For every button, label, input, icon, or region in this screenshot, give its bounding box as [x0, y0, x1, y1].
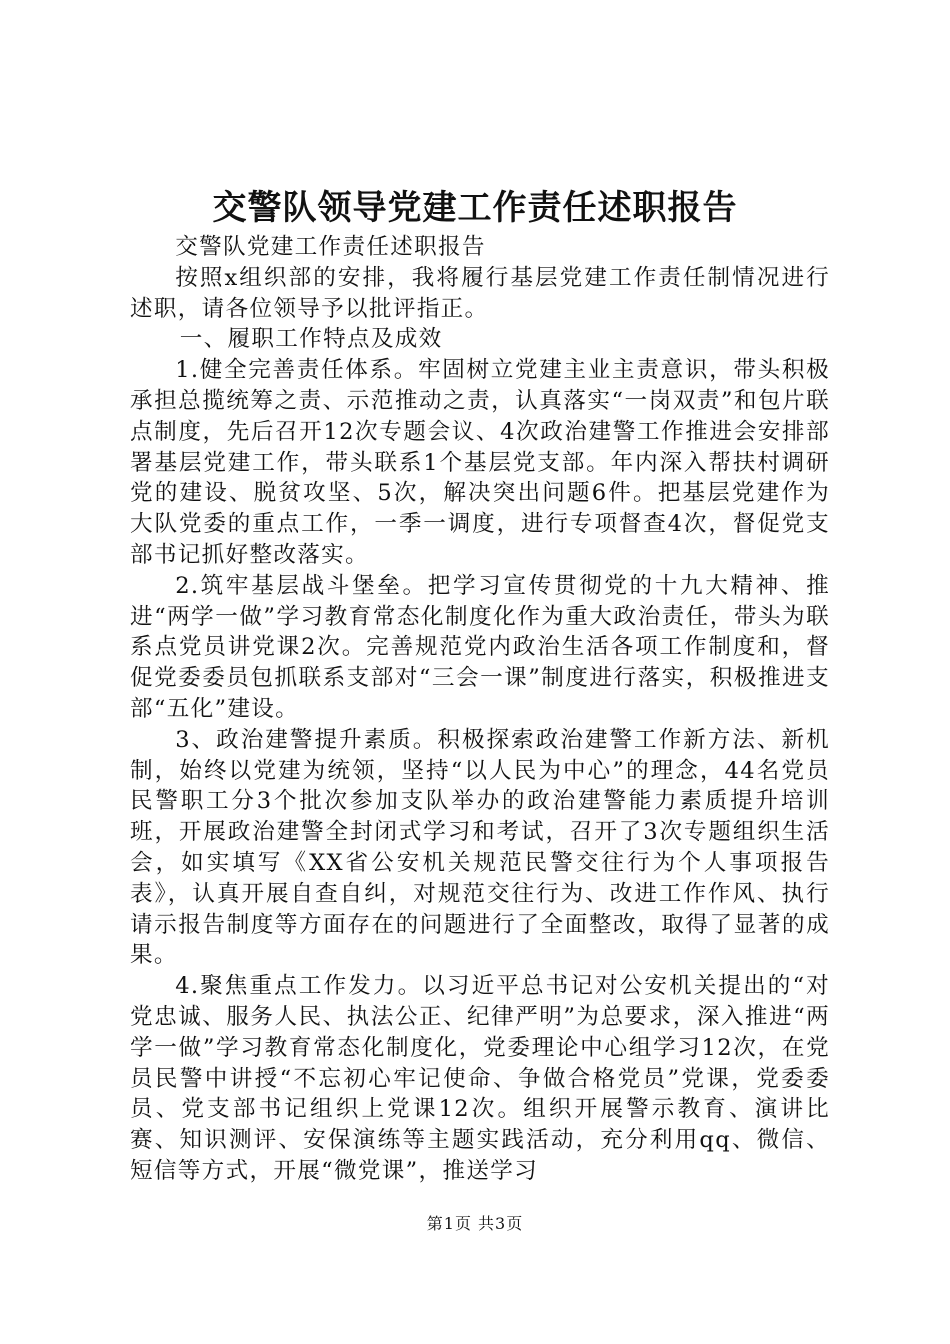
paragraph-item-1: 1.健全完善责任体系。牢固树立党建主业主责意识，带头积极承担总揽统筹之责、示范推动之责，认真落实“一岗双责”和包片联点制度，先后召开12次专题会议、4次政治建警工作推进会安排部署基层党建工作，带头联系1个基层党支部。年内深入帮扶村调研党的建设、脱贫攻坚、5次，解决突出问题6件。把基层党建作为大队党委的重点工作，一季一调度，进行专项督查4次，督促党支部书记抓好整改落实。 [130, 357, 830, 568]
paragraph-subtitle: 交警队党建工作责任述职报告 [175, 234, 486, 260]
paragraph-item-2: 2.筑牢基层战斗堡垒。把学习宣传贯彻党的十九大精神、推进“两学一做”学习教育常态化制度化作为重大政治责任，带头为联系点党员讲党课2次。完善规范党内政治生活各项工作制度和，督促党委委员包抓联系支部对“三会一课”制度进行落实，积极推进支部“五化”建设。 [130, 572, 830, 722]
paragraph-intro: 按照x组织部的安排，我将履行基层党建工作责任制情况进行述职，请各位领导予以批评指正。 [130, 264, 830, 322]
document-title: 交警队领导党建工作责任述职报告 [212, 188, 738, 228]
section-heading: 一、履职工作特点及成效 [179, 326, 443, 353]
page-footer: 第1页 共3页 [426, 1214, 524, 1233]
document-body [130, 232, 830, 1187]
paragraph-item-3: 3、政治建警提升素质。积极探索政治建警工作新方法、新机制，始终以党建为统领，坚持“以人民为中心”的理念，44名党员民警职工分3个批次参加支队举办的政治建警能力素质提升培训班，开展政治建警全封闭式学习和考试，召开了3次专题组织生活会，如实填写《XX省公安机关规范民警交往行为个人事项报告表》，认真开展自查自纠，对规范交往行为、改进工作作风、执行请示报告制度等方面存在的问题进行了全面整改，取得了显著的成果。 [130, 726, 830, 969]
paragraph-item-4: 4.聚焦重点工作发力。以习近平总书记对公安机关提出的“对党忠诚、服务人民、执法公正、纪律严明”为总要求，深入推进“两学一做”学习教育常态化制度化，党委理论中心组学习12次，在党员民警中讲授“不忘初心牢记使命、争做合格党员”党课，党委委员、党支部书记组织上党课12次。组织开展警示教育、演讲比赛、知识测评、安保演练等主题实践活动，充分利用qq、微信、短信等方式，开展“微党课”，推送学习 [130, 973, 830, 1184]
